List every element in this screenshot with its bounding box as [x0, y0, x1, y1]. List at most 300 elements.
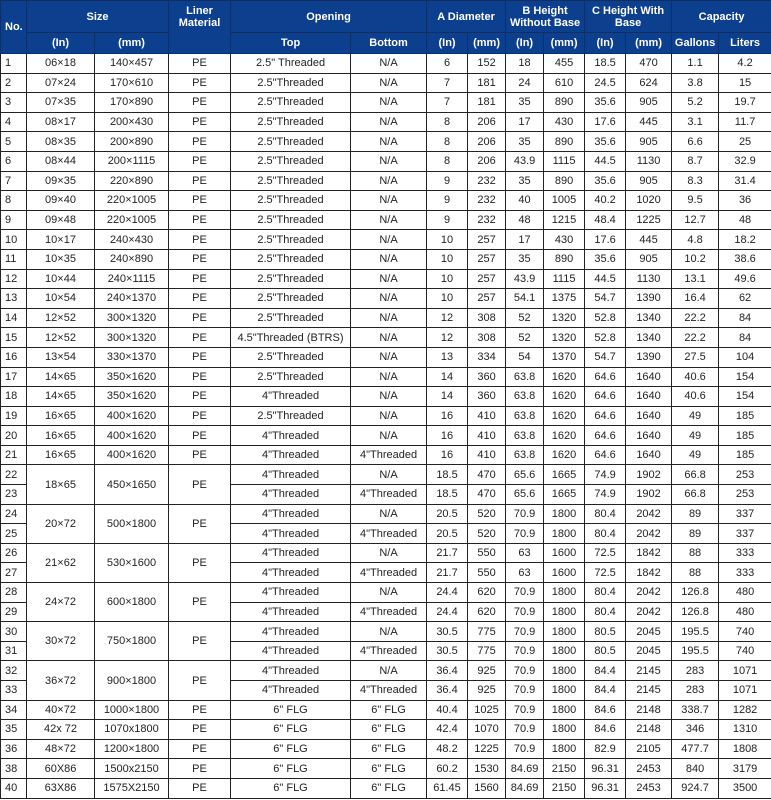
cell-b-in: 52	[506, 308, 544, 328]
cell-b-mm: 1620	[544, 367, 585, 387]
cell-bottom: N/A	[351, 132, 427, 152]
cell-c-in: 84.4	[585, 681, 626, 701]
cell-c-mm: 1225	[626, 210, 672, 230]
cell-gallons: 126.8	[672, 583, 719, 603]
cell-c-in: 40.2	[585, 191, 626, 211]
cell-c-in: 80.4	[585, 583, 626, 603]
cell-size-in: 30×72	[27, 622, 95, 661]
cell-c-mm: 1130	[626, 269, 672, 289]
cell-gallons: 3.1	[672, 112, 719, 132]
cell-no: 6	[1, 151, 27, 171]
cell-c-mm: 470	[626, 54, 672, 74]
cell-gallons: 346	[672, 720, 719, 740]
cell-size-in: 09×35	[27, 171, 95, 191]
cell-c-mm: 2045	[626, 622, 672, 642]
table-row	[1, 269, 771, 289]
cell-size-mm: 500×1800	[95, 504, 169, 543]
cell-size-in: 06×18	[27, 54, 95, 74]
cell-size-mm: 220×890	[95, 171, 169, 191]
cell-size-in: 40×72	[27, 700, 95, 720]
cell-bottom: N/A	[351, 308, 427, 328]
cell-c-mm: 2042	[626, 602, 672, 622]
cell-a-mm: 925	[468, 661, 506, 681]
cell-b-mm: 1800	[544, 622, 585, 642]
cell-a-in: 9	[427, 171, 468, 191]
cell-liters: 32.9	[719, 151, 771, 171]
cell-liters: 49.6	[719, 269, 771, 289]
cell-liters: 31.4	[719, 171, 771, 191]
subheader-c-mm: (mm)	[626, 33, 672, 54]
cell-liters: 253	[719, 485, 771, 505]
cell-bottom: N/A	[351, 93, 427, 113]
cell-bottom: N/A	[351, 622, 427, 642]
cell-liters: 154	[719, 387, 771, 407]
cell-liters: 1071	[719, 661, 771, 681]
table-row	[1, 289, 771, 309]
cell-b-in: 24	[506, 73, 544, 93]
cell-a-mm: 550	[468, 563, 506, 583]
cell-c-mm: 2105	[626, 739, 672, 759]
cell-liner: PE	[169, 112, 231, 132]
cell-bottom: N/A	[351, 328, 427, 348]
table-row	[1, 661, 771, 681]
cell-size-in: 36×72	[27, 661, 95, 700]
cell-b-mm: 1620	[544, 387, 585, 407]
cell-no: 38	[1, 759, 27, 779]
cell-liner: PE	[169, 583, 231, 622]
cell-bottom: 4"Threaded	[351, 602, 427, 622]
cell-top: 4"Threaded	[231, 641, 351, 661]
cell-bottom: N/A	[351, 367, 427, 387]
cell-a-mm: 1225	[468, 739, 506, 759]
cell-a-mm: 206	[468, 151, 506, 171]
cell-bottom: N/A	[351, 73, 427, 93]
cell-b-in: 70.9	[506, 622, 544, 642]
cell-bottom: N/A	[351, 543, 427, 563]
cell-a-in: 8	[427, 112, 468, 132]
cell-a-mm: 257	[468, 249, 506, 269]
cell-gallons: 13.1	[672, 269, 719, 289]
cell-b-mm: 1665	[544, 485, 585, 505]
cell-a-mm: 410	[468, 445, 506, 465]
cell-b-in: 70.9	[506, 524, 544, 544]
cell-b-mm: 1800	[544, 739, 585, 759]
cell-size-mm: 240×1370	[95, 289, 169, 309]
cell-a-mm: 181	[468, 73, 506, 93]
cell-gallons: 8.7	[672, 151, 719, 171]
table-row	[1, 210, 771, 230]
cell-top: 4"Threaded	[231, 445, 351, 465]
cell-c-in: 35.6	[585, 93, 626, 113]
cell-a-in: 20.5	[427, 524, 468, 544]
cell-top: 4"Threaded	[231, 563, 351, 583]
table-row	[1, 151, 771, 171]
cell-b-in: 54.1	[506, 289, 544, 309]
cell-c-mm: 2148	[626, 700, 672, 720]
cell-size-in: 20×72	[27, 504, 95, 543]
table-row	[1, 93, 771, 113]
cell-bottom: N/A	[351, 347, 427, 367]
cell-c-mm: 1902	[626, 485, 672, 505]
cell-liner: PE	[169, 132, 231, 152]
cell-no: 26	[1, 543, 27, 563]
cell-b-in: 63.8	[506, 426, 544, 446]
cell-gallons: 126.8	[672, 602, 719, 622]
cell-b-in: 70.9	[506, 681, 544, 701]
cell-liters: 3179	[719, 759, 771, 779]
cell-top: 2.5"Threaded	[231, 210, 351, 230]
cell-gallons: 89	[672, 504, 719, 524]
table-row	[1, 308, 771, 328]
cell-gallons: 1.1	[672, 54, 719, 74]
cell-a-in: 60.2	[427, 759, 468, 779]
cell-b-mm: 890	[544, 249, 585, 269]
cell-b-mm: 1800	[544, 504, 585, 524]
cell-top: 6" FLG	[231, 720, 351, 740]
cell-a-in: 16	[427, 445, 468, 465]
cell-b-mm: 1800	[544, 720, 585, 740]
cell-gallons: 924.7	[672, 778, 719, 798]
cell-a-in: 42.4	[427, 720, 468, 740]
cell-bottom: N/A	[351, 289, 427, 309]
cell-top: 4"Threaded	[231, 426, 351, 446]
table-row	[1, 583, 771, 603]
cell-gallons: 40.6	[672, 387, 719, 407]
cell-bottom: 6" FLG	[351, 700, 427, 720]
cell-size-in: 08×44	[27, 151, 95, 171]
table-body	[1, 54, 771, 799]
cell-a-mm: 152	[468, 54, 506, 74]
cell-c-in: 84.6	[585, 720, 626, 740]
cell-size-mm: 600×1800	[95, 583, 169, 622]
cell-no: 4	[1, 112, 27, 132]
cell-bottom: N/A	[351, 269, 427, 289]
table-row	[1, 132, 771, 152]
cell-liner: PE	[169, 210, 231, 230]
cell-bottom: N/A	[351, 465, 427, 485]
subheader-liters: Liters	[719, 33, 771, 54]
cell-b-mm: 1620	[544, 406, 585, 426]
subheader-top: Top	[231, 33, 351, 54]
cell-a-mm: 257	[468, 230, 506, 250]
cell-size-in: 12×52	[27, 328, 95, 348]
cell-liters: 154	[719, 367, 771, 387]
cell-no: 35	[1, 720, 27, 740]
cell-size-in: 24×72	[27, 583, 95, 622]
cell-no: 23	[1, 485, 27, 505]
cell-liner: PE	[169, 720, 231, 740]
table-row	[1, 543, 771, 563]
cell-top: 4"Threaded	[231, 485, 351, 505]
cell-liner: PE	[169, 759, 231, 779]
cell-a-mm: 520	[468, 504, 506, 524]
table-row	[1, 73, 771, 93]
cell-b-mm: 430	[544, 230, 585, 250]
cell-b-in: 43.9	[506, 269, 544, 289]
cell-a-mm: 232	[468, 171, 506, 191]
cell-b-in: 84.69	[506, 778, 544, 798]
cell-b-mm: 455	[544, 54, 585, 74]
cell-c-in: 64.6	[585, 445, 626, 465]
cell-gallons: 49	[672, 445, 719, 465]
cell-b-mm: 890	[544, 93, 585, 113]
cell-liner: PE	[169, 289, 231, 309]
cell-size-in: 18×65	[27, 465, 95, 504]
cell-no: 5	[1, 132, 27, 152]
table-row	[1, 112, 771, 132]
cell-no: 24	[1, 504, 27, 524]
cell-liner: PE	[169, 661, 231, 700]
cell-bottom: N/A	[351, 387, 427, 407]
cell-size-mm: 330×1370	[95, 347, 169, 367]
cell-liner: PE	[169, 465, 231, 504]
cell-a-mm: 1560	[468, 778, 506, 798]
cell-b-mm: 1320	[544, 328, 585, 348]
cell-a-in: 7	[427, 93, 468, 113]
cell-b-in: 63.8	[506, 367, 544, 387]
cell-c-in: 54.7	[585, 347, 626, 367]
cell-a-mm: 410	[468, 406, 506, 426]
cell-a-in: 24.4	[427, 602, 468, 622]
cell-c-in: 35.6	[585, 249, 626, 269]
cell-gallons: 477.7	[672, 739, 719, 759]
cell-size-in: 12×52	[27, 308, 95, 328]
subheader-size-in: (In)	[27, 33, 95, 54]
cell-no: 3	[1, 93, 27, 113]
cell-liner: PE	[169, 700, 231, 720]
cell-liner: PE	[169, 426, 231, 446]
cell-a-in: 30.5	[427, 641, 468, 661]
cell-no: 19	[1, 406, 27, 426]
cell-top: 2.5"Threaded	[231, 347, 351, 367]
cell-size-mm: 450×1650	[95, 465, 169, 504]
cell-liters: 253	[719, 465, 771, 485]
cell-bottom: N/A	[351, 54, 427, 74]
cell-gallons: 16.4	[672, 289, 719, 309]
cell-b-in: 70.9	[506, 720, 544, 740]
cell-c-mm: 2145	[626, 681, 672, 701]
cell-no: 15	[1, 328, 27, 348]
cell-c-mm: 1640	[626, 387, 672, 407]
cell-gallons: 27.5	[672, 347, 719, 367]
cell-c-mm: 1640	[626, 367, 672, 387]
cell-gallons: 840	[672, 759, 719, 779]
cell-c-in: 74.9	[585, 485, 626, 505]
cell-bottom: N/A	[351, 191, 427, 211]
cell-a-mm: 206	[468, 132, 506, 152]
cell-c-mm: 2148	[626, 720, 672, 740]
cell-top: 2.5"Threaded	[231, 308, 351, 328]
cell-a-mm: 360	[468, 367, 506, 387]
cell-a-in: 13	[427, 347, 468, 367]
cell-no: 1	[1, 54, 27, 74]
cell-b-in: 18	[506, 54, 544, 74]
cell-c-mm: 445	[626, 230, 672, 250]
cell-a-mm: 257	[468, 289, 506, 309]
cell-top: 2.5"Threaded	[231, 269, 351, 289]
cell-b-mm: 1600	[544, 563, 585, 583]
cell-c-mm: 1842	[626, 563, 672, 583]
cell-b-mm: 1800	[544, 583, 585, 603]
cell-a-in: 12	[427, 328, 468, 348]
cell-no: 9	[1, 210, 27, 230]
header-b-height: B Height Without Base	[506, 1, 585, 33]
cell-top: 4"Threaded	[231, 661, 351, 681]
cell-size-in: 09×40	[27, 191, 95, 211]
cell-a-in: 6	[427, 54, 468, 74]
cell-b-mm: 890	[544, 171, 585, 191]
cell-top: 2.5"Threaded	[231, 367, 351, 387]
cell-size-in: 16×65	[27, 406, 95, 426]
cell-no: 27	[1, 563, 27, 583]
cell-liters: 15	[719, 73, 771, 93]
cell-no: 12	[1, 269, 27, 289]
cell-top: 4"Threaded	[231, 465, 351, 485]
header-a-diameter: A Diameter	[427, 1, 506, 33]
cell-size-mm: 1500x2150	[95, 759, 169, 779]
cell-c-in: 24.5	[585, 73, 626, 93]
cell-c-in: 80.4	[585, 504, 626, 524]
cell-liner: PE	[169, 73, 231, 93]
cell-a-mm: 181	[468, 93, 506, 113]
cell-no: 33	[1, 681, 27, 701]
cell-b-in: 17	[506, 112, 544, 132]
cell-c-mm: 445	[626, 112, 672, 132]
cell-size-mm: 240×890	[95, 249, 169, 269]
cell-b-in: 54	[506, 347, 544, 367]
cell-c-in: 48.4	[585, 210, 626, 230]
cell-liters: 740	[719, 622, 771, 642]
cell-a-mm: 1530	[468, 759, 506, 779]
cell-bottom: 6" FLG	[351, 778, 427, 798]
cell-c-mm: 1640	[626, 406, 672, 426]
cell-top: 6" FLG	[231, 759, 351, 779]
table-row	[1, 700, 771, 720]
cell-no: 14	[1, 308, 27, 328]
cell-liner: PE	[169, 230, 231, 250]
header-capacity: Capacity	[672, 1, 771, 33]
cell-liters: 333	[719, 543, 771, 563]
cell-top: 6" FLG	[231, 700, 351, 720]
cell-top: 2.5"Threaded	[231, 93, 351, 113]
cell-b-in: 70.9	[506, 739, 544, 759]
cell-size-in: 42x 72	[27, 720, 95, 740]
cell-b-mm: 1320	[544, 308, 585, 328]
cell-c-mm: 2453	[626, 778, 672, 798]
cell-top: 6" FLG	[231, 778, 351, 798]
cell-c-in: 17.6	[585, 230, 626, 250]
table-row	[1, 504, 771, 524]
cell-size-mm: 530×1600	[95, 543, 169, 582]
cell-c-mm: 1902	[626, 465, 672, 485]
cell-no: 16	[1, 347, 27, 367]
cell-liters: 19.7	[719, 93, 771, 113]
cell-a-mm: 206	[468, 112, 506, 132]
cell-liters: 480	[719, 583, 771, 603]
cell-gallons: 22.2	[672, 328, 719, 348]
cell-no: 31	[1, 641, 27, 661]
table-row	[1, 426, 771, 446]
cell-liner: PE	[169, 151, 231, 171]
cell-a-in: 21.7	[427, 563, 468, 583]
cell-c-mm: 2042	[626, 504, 672, 524]
cell-bottom: N/A	[351, 504, 427, 524]
cell-top: 2.5"Threaded	[231, 73, 351, 93]
table-row	[1, 328, 771, 348]
cell-a-in: 7	[427, 73, 468, 93]
cell-bottom: 6" FLG	[351, 739, 427, 759]
cell-liters: 84	[719, 328, 771, 348]
cell-a-in: 21.7	[427, 543, 468, 563]
cell-b-mm: 610	[544, 73, 585, 93]
cell-c-mm: 2042	[626, 524, 672, 544]
cell-b-mm: 1665	[544, 465, 585, 485]
cell-top: 4"Threaded	[231, 681, 351, 701]
cell-liters: 18.2	[719, 230, 771, 250]
table-row	[1, 445, 771, 465]
cell-a-mm: 1070	[468, 720, 506, 740]
cell-b-mm: 1620	[544, 426, 585, 446]
cell-a-in: 36.4	[427, 661, 468, 681]
cell-top: 2.5"Threaded	[231, 151, 351, 171]
cell-size-in: 60X86	[27, 759, 95, 779]
cell-a-in: 12	[427, 308, 468, 328]
subheader-gallons: Gallons	[672, 33, 719, 54]
cell-top: 2.5" Threaded	[231, 54, 351, 74]
cell-b-in: 35	[506, 171, 544, 191]
cell-liner: PE	[169, 171, 231, 191]
cell-b-in: 63.8	[506, 387, 544, 407]
cell-bottom: 4"Threaded	[351, 641, 427, 661]
cell-gallons: 195.5	[672, 622, 719, 642]
cell-no: 40	[1, 778, 27, 798]
cell-no: 29	[1, 602, 27, 622]
cell-a-mm: 232	[468, 210, 506, 230]
cell-c-mm: 1842	[626, 543, 672, 563]
cell-c-in: 80.5	[585, 641, 626, 661]
cell-size-mm: 400×1620	[95, 406, 169, 426]
cell-b-in: 63	[506, 543, 544, 563]
cell-liner: PE	[169, 778, 231, 798]
cell-liner: PE	[169, 543, 231, 582]
cell-a-mm: 410	[468, 426, 506, 446]
cell-b-in: 70.9	[506, 641, 544, 661]
table-row	[1, 54, 771, 74]
cell-a-in: 10	[427, 289, 468, 309]
cell-a-mm: 257	[468, 269, 506, 289]
cell-b-in: 63	[506, 563, 544, 583]
table-row	[1, 249, 771, 269]
cell-gallons: 22.2	[672, 308, 719, 328]
cell-bottom: 4"Threaded	[351, 524, 427, 544]
cell-size-mm: 1000×1800	[95, 700, 169, 720]
cell-size-mm: 200×1115	[95, 151, 169, 171]
cell-size-in: 63X86	[27, 778, 95, 798]
cell-b-in: 35	[506, 132, 544, 152]
cell-b-mm: 430	[544, 112, 585, 132]
subheader-size-mm: (mm)	[95, 33, 169, 54]
cell-a-mm: 334	[468, 347, 506, 367]
cell-a-mm: 775	[468, 641, 506, 661]
subheader-a-mm: (mm)	[468, 33, 506, 54]
cell-c-mm: 905	[626, 93, 672, 113]
cell-b-in: 40	[506, 191, 544, 211]
cell-c-mm: 624	[626, 73, 672, 93]
cell-liner: PE	[169, 249, 231, 269]
cell-b-in: 48	[506, 210, 544, 230]
cell-size-mm: 350×1620	[95, 387, 169, 407]
cell-gallons: 283	[672, 681, 719, 701]
